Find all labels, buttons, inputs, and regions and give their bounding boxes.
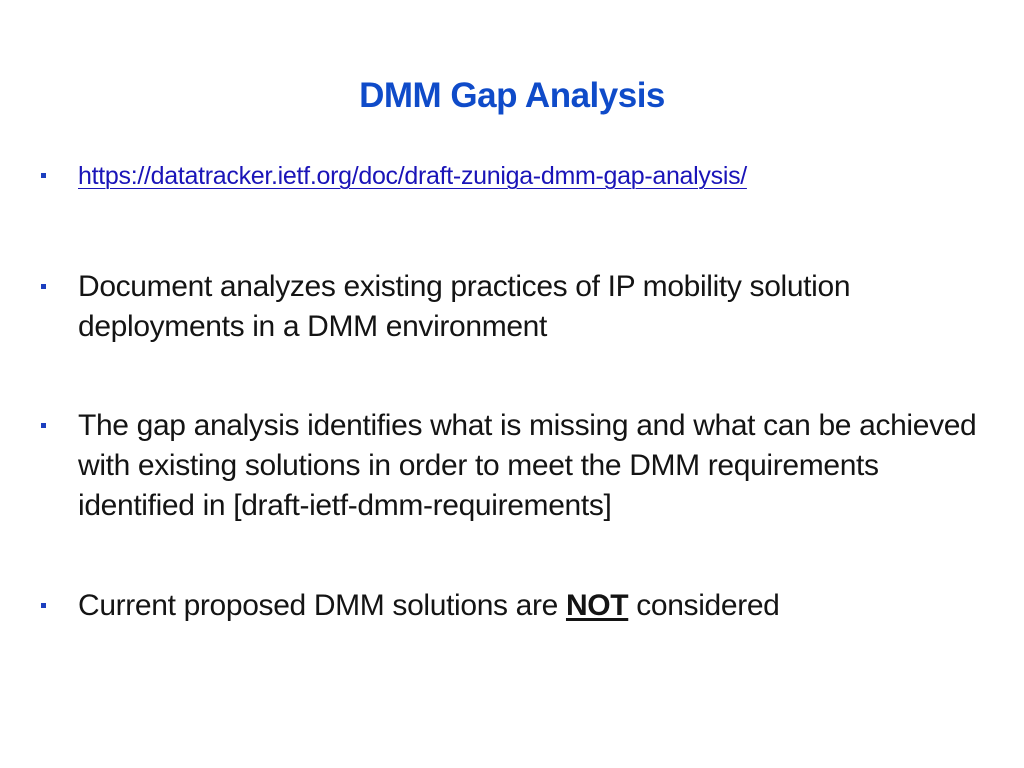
- bullet-text-end: considered: [628, 589, 780, 622]
- square-bullet-icon: [41, 173, 46, 178]
- emphasis-text: NOT: [565, 589, 629, 622]
- slide-title: DMM Gap Analysis: [359, 76, 665, 115]
- square-bullet-icon: [41, 284, 46, 289]
- bullet-item-practices: [36, 267, 996, 347]
- bullet-text: The gap analysis identifies what is missing and what can be achieved with existing solutions in order to meet the DMM requirements identified in [draft-ietf-dmm-requirements]: [78, 409, 977, 522]
- square-bullet-icon: [41, 423, 46, 428]
- square-bullet-icon: [41, 603, 46, 608]
- draft-link[interactable]: https://datatracker.ietf.org/doc/draft-zuniga-dmm-gap-analysis/: [78, 162, 747, 190]
- bullet-text-start: Current proposed DMM solutions are: [78, 589, 566, 622]
- bullet-item-solutions: [36, 586, 996, 626]
- bullet-item-link: [36, 158, 996, 194]
- bullet-text: [78, 586, 996, 626]
- bullet-text: [78, 158, 996, 194]
- bullet-item-gap-analysis: [36, 406, 996, 526]
- bullet-text: Document analyzes existing practices of IP mobility solution deployments in a DMM environment: [78, 270, 851, 343]
